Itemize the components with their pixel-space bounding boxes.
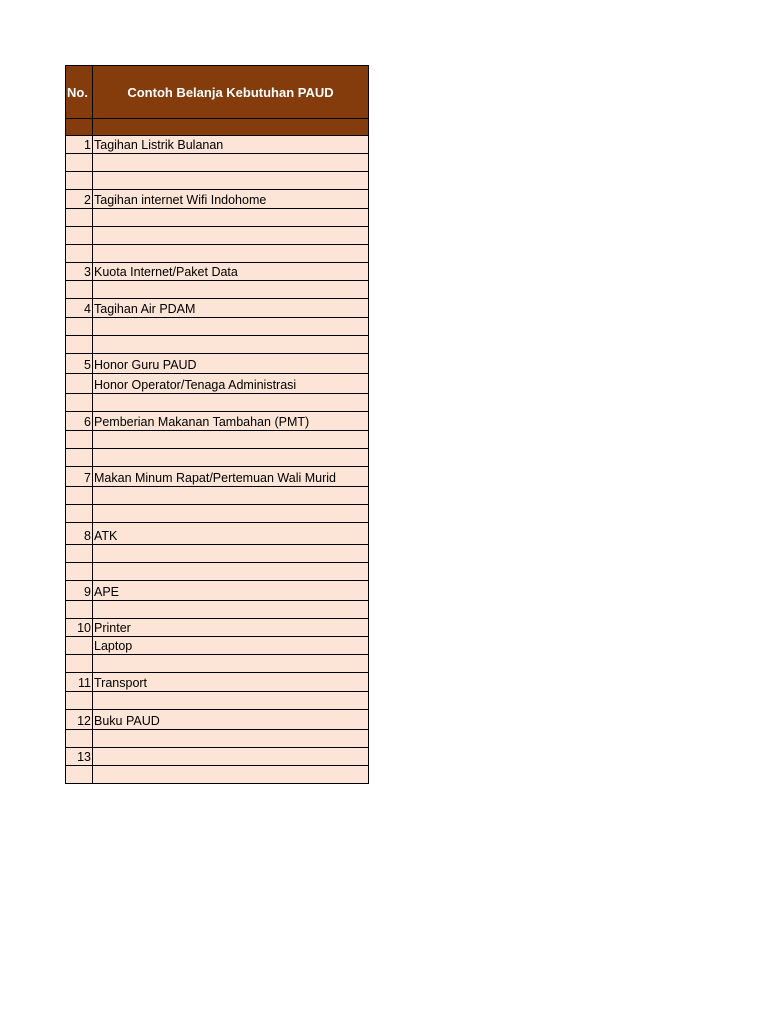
row-number-cell[interactable] (66, 227, 93, 245)
table-row (66, 505, 369, 523)
row-number-cell[interactable] (66, 487, 93, 505)
table-row (66, 673, 369, 692)
table-row (66, 209, 369, 227)
table-row (66, 281, 369, 299)
row-item-cell[interactable] (93, 563, 369, 581)
row-number-cell[interactable] (66, 374, 93, 394)
row-item-cell[interactable] (93, 209, 369, 227)
row-item-cell[interactable] (93, 154, 369, 172)
row-number-cell[interactable] (66, 766, 93, 784)
row-item-cell[interactable]: APE (93, 581, 369, 601)
table-row (66, 487, 369, 505)
table-row (66, 190, 369, 209)
row-number-cell[interactable]: 1 (66, 136, 93, 154)
row-number-cell[interactable] (66, 563, 93, 581)
row-number-cell[interactable] (66, 318, 93, 336)
row-item-cell[interactable] (93, 692, 369, 710)
row-number-cell[interactable] (66, 655, 93, 673)
row-item-cell[interactable] (93, 431, 369, 449)
row-item-cell[interactable] (93, 336, 369, 354)
row-item-cell[interactable]: Pemberian Makanan Tambahan (PMT) (93, 412, 369, 431)
row-number-cell[interactable]: 9 (66, 581, 93, 601)
row-item-cell[interactable] (93, 655, 369, 673)
table-row (66, 263, 369, 281)
row-item-cell[interactable]: Makan Minum Rapat/Pertemuan Wali Murid (93, 467, 369, 487)
table-row (66, 374, 369, 394)
row-item-cell[interactable] (93, 318, 369, 336)
row-item-cell[interactable] (93, 545, 369, 563)
row-item-cell[interactable]: Buku PAUD (93, 710, 369, 730)
table-row (66, 449, 369, 467)
row-number-cell[interactable]: 6 (66, 412, 93, 431)
header-spacer-row (66, 119, 369, 136)
table-row (66, 523, 369, 545)
row-item-cell[interactable] (93, 172, 369, 190)
row-item-cell[interactable] (93, 601, 369, 619)
row-item-cell[interactable]: ATK (93, 523, 369, 545)
row-number-cell[interactable] (66, 545, 93, 563)
row-item-cell[interactable] (93, 505, 369, 523)
header-row (66, 66, 369, 119)
row-item-cell[interactable] (93, 227, 369, 245)
row-number-cell[interactable] (66, 245, 93, 263)
table-row (66, 581, 369, 601)
header-spacer-cell[interactable] (93, 119, 369, 136)
table-row (66, 354, 369, 374)
table-row (66, 172, 369, 190)
row-number-cell[interactable] (66, 692, 93, 710)
row-item-cell[interactable] (93, 748, 369, 766)
row-number-cell[interactable]: 11 (66, 673, 93, 692)
header-spacer-cell[interactable] (66, 119, 93, 136)
row-number-cell[interactable] (66, 172, 93, 190)
table-row (66, 563, 369, 581)
table-row (66, 136, 369, 154)
table-row (66, 227, 369, 245)
table-row (66, 748, 369, 766)
table-row (66, 619, 369, 637)
row-item-cell[interactable]: Printer (93, 619, 369, 637)
row-item-cell[interactable] (93, 730, 369, 748)
row-item-cell[interactable] (93, 487, 369, 505)
row-item-cell[interactable]: Tagihan Listrik Bulanan (93, 136, 369, 154)
row-number-cell[interactable] (66, 601, 93, 619)
table-row (66, 336, 369, 354)
row-item-cell[interactable]: Tagihan Air PDAM (93, 299, 369, 318)
table-body (66, 66, 369, 784)
row-number-cell[interactable]: 4 (66, 299, 93, 318)
row-item-cell[interactable] (93, 766, 369, 784)
row-number-cell[interactable] (66, 394, 93, 412)
table-row (66, 545, 369, 563)
row-number-cell[interactable]: 7 (66, 467, 93, 487)
table-row (66, 431, 369, 449)
table-row (66, 245, 369, 263)
row-item-cell[interactable]: Kuota Internet/Paket Data (93, 263, 369, 281)
table-row (66, 637, 369, 655)
row-number-cell[interactable]: 5 (66, 354, 93, 374)
spreadsheet-table (65, 65, 369, 784)
row-number-cell[interactable] (66, 209, 93, 227)
table-row (66, 412, 369, 431)
table-row (66, 730, 369, 748)
row-number-cell[interactable]: 12 (66, 710, 93, 730)
row-item-cell[interactable]: Laptop (93, 637, 369, 655)
row-number-cell[interactable]: 2 (66, 190, 93, 209)
header-no-cell[interactable]: No. (66, 66, 93, 119)
table-row (66, 766, 369, 784)
row-number-cell[interactable] (66, 449, 93, 467)
row-number-cell[interactable]: 10 (66, 619, 93, 637)
row-item-cell[interactable] (93, 394, 369, 412)
table-row (66, 655, 369, 673)
row-item-cell[interactable] (93, 245, 369, 263)
table-row (66, 154, 369, 172)
row-number-cell[interactable] (66, 336, 93, 354)
table-row (66, 692, 369, 710)
row-number-cell[interactable] (66, 431, 93, 449)
row-item-cell[interactable] (93, 281, 369, 299)
row-number-cell[interactable]: 8 (66, 523, 93, 545)
table-row (66, 601, 369, 619)
row-number-cell[interactable]: 3 (66, 263, 93, 281)
row-number-cell[interactable] (66, 154, 93, 172)
row-number-cell[interactable] (66, 505, 93, 523)
row-item-cell[interactable]: Tagihan internet Wifi Indohome (93, 190, 369, 209)
row-item-cell[interactable]: Transport (93, 673, 369, 692)
row-number-cell[interactable] (66, 637, 93, 655)
row-item-cell[interactable] (93, 449, 369, 467)
table-row (66, 710, 369, 730)
header-title-cell[interactable]: Contoh Belanja Kebutuhan PAUD (93, 66, 369, 119)
row-item-cell[interactable]: Honor Operator/Tenaga Administrasi (93, 374, 369, 394)
row-number-cell[interactable] (66, 281, 93, 299)
row-item-cell[interactable]: Honor Guru PAUD (93, 354, 369, 374)
row-number-cell[interactable]: 13 (66, 748, 93, 766)
table-row (66, 318, 369, 336)
table-row (66, 394, 369, 412)
row-number-cell[interactable] (66, 730, 93, 748)
table-row (66, 467, 369, 487)
table-row (66, 299, 369, 318)
